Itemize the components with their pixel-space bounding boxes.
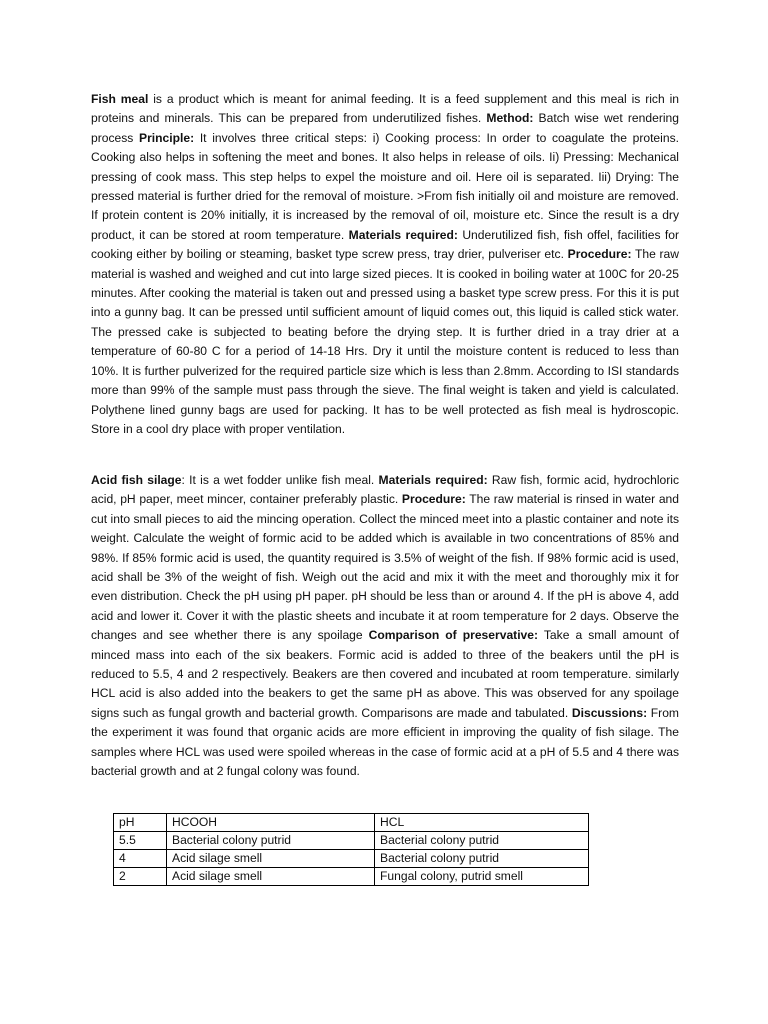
table-row	[114, 832, 589, 850]
table-cell: Bacterial colony putrid	[375, 832, 589, 850]
fish-meal-materials-text: Underutilized fish, fish offel, facilities for cooking either by boiling or steaming, basket type screw press, tray drier, pulveriser etc.	[91, 227, 679, 262]
table-row	[114, 868, 589, 886]
table-cell: 4	[114, 850, 167, 868]
silage-procedure-label: Procedure:	[401, 492, 466, 507]
method-label: Method:	[486, 111, 534, 126]
table-cell: Bacterial colony putrid	[375, 850, 589, 868]
silage-materials-label: Materials required:	[378, 473, 488, 487]
silage-materials-text: Raw fish, formic acid, hydrochloric acid, pH paper, meet mincer, container preferably plastic.	[91, 473, 679, 507]
fish-meal-materials-label: Materials required:	[348, 227, 458, 242]
fish-meal-title: Fish meal	[91, 92, 149, 106]
fish-meal-procedure-text: The raw material is washed and weighed and cut into large sized pieces. It is cooked in boiling water at 100C for 20-25 minutes. After cooking the material is taken out and pressed using a basket type screw press. For this it is put into a gunny bag. It can be pressed until sufficient amount of liquid comes out, this liquid is called stick water. The pressed cake is subjected to beating before the drying step. It is further dried in a tray drier at a temperature of 60-80 C for a period of 14-18 Hrs. Dry it until the moisture content is reduced to less than 10%. It is further pulverized for the required particle size which is less than 2.8mm. According to ISI standards more than 99% of the sample must pass through the sieve. The final weight is taken and yield is calculated. Polythene lined gunny bags are used for packing. It has to be well protected as fish meal is hydroscopic. Store in a cool dry place with proper ventilation.	[91, 247, 680, 436]
fish-meal-paragraph	[91, 90, 679, 439]
table-header-cell: HCOOH	[167, 814, 375, 832]
acid-silage-title: Acid fish silage	[91, 473, 182, 487]
table-header-cell: HCL	[375, 814, 589, 832]
table-cell: Fungal colony, putrid smell	[375, 868, 589, 886]
table-cell: Acid silage smell	[167, 868, 375, 886]
table-cell: 5.5	[114, 832, 167, 850]
results-table	[113, 813, 589, 886]
table-cell: 2	[114, 868, 167, 886]
table-cell: Bacterial colony putrid	[167, 832, 375, 850]
comparison-label: Comparison of preservative:	[368, 628, 539, 643]
fish-meal-procedure-label: Procedure:	[567, 247, 632, 262]
table-header-cell: pH	[114, 814, 167, 832]
table-header-row	[114, 814, 589, 832]
fish-meal-intro: is a product which is meant for animal feeding. It is a feed supplement and this meal is rich in proteins and minerals. This can be prepared from underutilized fishes.	[91, 92, 680, 126]
acid-silage-intro: : It is a wet fodder unlike fish meal.	[181, 473, 379, 487]
discussions-text: From the experiment it was found that organic acids are more efficient in improving the quality of fish silage. The samples where HCL was used were spoiled whereas in the case of formic acid at a pH of 5.5 and 4 there was bacterial growth and at 2 fungal colony was found.	[91, 705, 680, 779]
method-text: Batch wise wet rendering process	[91, 111, 679, 145]
silage-procedure-text: The raw material is rinsed in water and cut into small pieces to aid the mincing operation. Collect the minced meet into a plastic container and note its weight. Calculate the weight of formic acid to be added which is available in two concentrations of 85% and 98%. If 85% formic acid is used, the quantity required is 3.5% of weight of the fish. If 98% formic acid is used, acid shall be 3% of the weight of fish. Weigh out the acid and mix it with the meet and thoroughly mix it for even distribution. Check the pH using pH paper. pH should be less than or around 4. If the pH is above 4, add acid and lower it. Cover it with the plastic sheets and incubate it at room temperature for 2 days. Observe the changes and see whether there is any spoilage	[91, 492, 679, 643]
acid-silage-paragraph	[91, 471, 679, 782]
principle-label: Principle:	[139, 130, 195, 145]
comparison-text: Take a small amount of minced mass into each of the six beakers. Formic acid is added to three of the beakers until the pH is reduced to 5.5, 4 and 2 respectively. Beakers are then covered and incubated at room temperature. similarly HCL acid is also added into the beakers to get the same pH as above. This was observed for any spoilage signs such as fungal growth and bacterial growth. Comparisons are made and tabulated.	[91, 628, 679, 720]
table-row	[114, 850, 589, 868]
discussions-label: Discussions:	[571, 705, 648, 720]
table-cell: Acid silage smell	[167, 850, 375, 868]
principle-text: It involves three critical steps: i) Cooking process: In order to coagulate the proteins. Cooking also helps in softening the meet and bones. It also helps in release of oils. Ii) Pressing: Mechanical pressing of cook mass. This step helps to expel the moisture and oil. Here oil is separated. Iii) Drying: The pressed material is further dried for the removal of moisture. >From fish initially oil and moisture are removed. If protein content is 20% initially, it is increased by the removal of oil, moisture etc. Since the result is a dry product, it can be stored at room temperature.	[91, 130, 679, 242]
